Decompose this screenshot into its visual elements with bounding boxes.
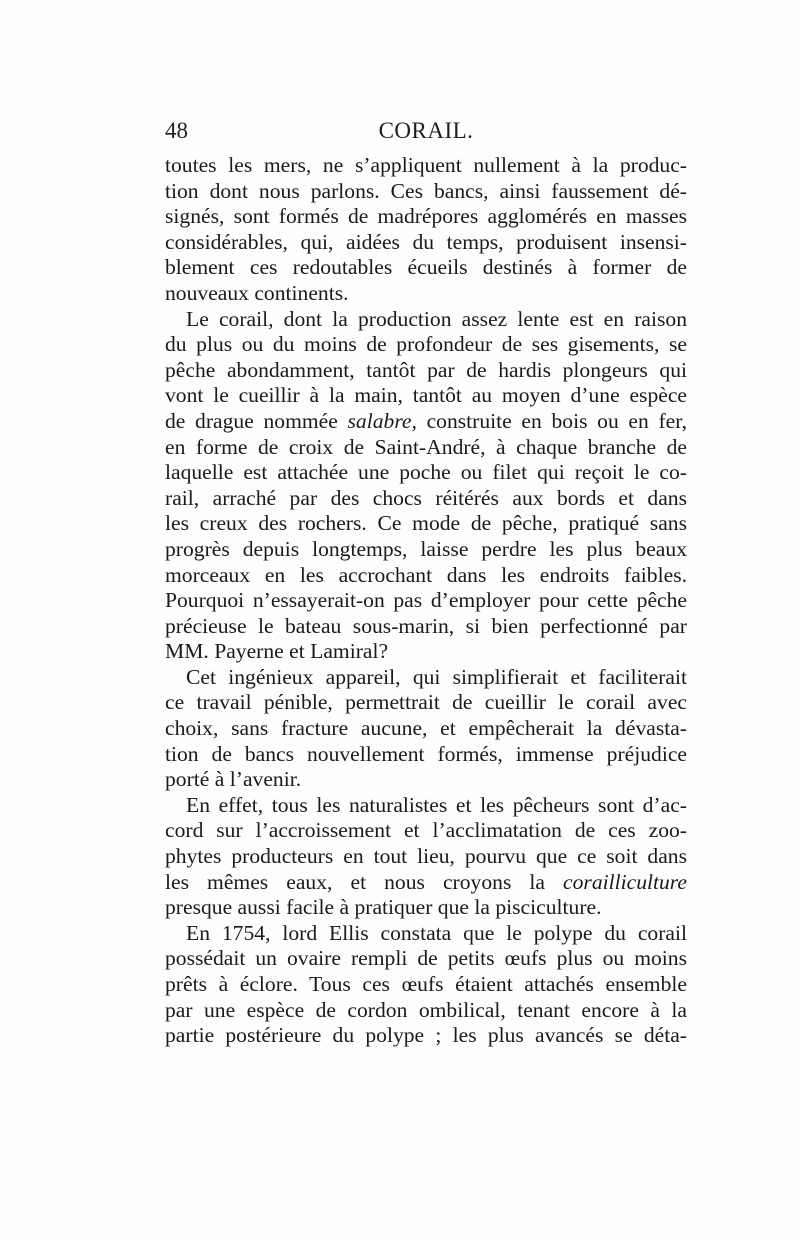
text-line: possédait un ovaire rempli de petits œufs plus ou moins bbox=[165, 946, 687, 971]
text-line: phytes producteurs en tout lieu, pourvu que ce soit dans bbox=[165, 844, 687, 869]
text-line: toutes les mers, ne s’appliquent nullement à la produc- bbox=[165, 153, 687, 177]
text-line: En effet, tous les naturalistes et les pêcheurs sont d’ac- bbox=[186, 792, 687, 817]
paragraph-4 bbox=[165, 793, 687, 921]
text-line: presque aussi facile à pratiquer que la pisciculture. bbox=[165, 895, 602, 920]
text-run: de drague nommée bbox=[165, 408, 348, 433]
text-line: du plus ou du moins de profondeur de ses gisements, se bbox=[165, 332, 687, 357]
paragraph-1 bbox=[165, 153, 687, 307]
text-line: MM. Payerne et Lamiral? bbox=[165, 639, 389, 664]
text-run: construite en bois ou en fer, bbox=[416, 408, 687, 433]
paragraph-3 bbox=[165, 665, 687, 793]
text-line: Cet ingénieux appareil, qui simplifierait et faciliterait bbox=[186, 664, 687, 689]
text-line: en forme de croix de Saint-André, à chaque branche de bbox=[165, 434, 687, 459]
text-line: laquelle est attachée une poche ou filet qui reçoit le co- bbox=[165, 460, 687, 485]
text-line: pêche abondamment, tantôt par de hardis plongeurs qui bbox=[165, 357, 687, 382]
running-title: CORAIL. bbox=[378, 118, 474, 143]
italic-term-coraillicultur-tail: e bbox=[677, 869, 687, 894]
text-line-mixed bbox=[165, 409, 687, 435]
text-line: nouveaux continents. bbox=[165, 280, 349, 305]
text-line: morceaux en les accrochant dans les endroits faibles. bbox=[165, 562, 687, 587]
text-line: prêts à éclore. Tous ces œufs étaient attachés ensemble bbox=[165, 972, 687, 996]
text-line: En 1754, lord Ellis constata que le polype du corail bbox=[186, 920, 687, 945]
page-header bbox=[165, 118, 687, 148]
text-run: les mêmes eaux, et nous croyons la bbox=[165, 869, 564, 894]
italic-term-salabre: salabre, bbox=[347, 408, 417, 433]
text-line: blement ces redoutables écueils destinés à former de bbox=[165, 255, 687, 280]
text-line: par une espèce de cordon ombilical, tenant encore à la bbox=[165, 997, 687, 1022]
text-line: tion dont nous parlons. Ces bancs, ainsi faussement dé- bbox=[165, 178, 687, 203]
text-line: progrès depuis longtemps, laisse perdre les plus beaux bbox=[165, 536, 687, 561]
text-line: rail, arraché par des chocs réitérés aux bords et dans bbox=[165, 485, 687, 510]
text-line: les creux des rochers. Ce mode de pêche, pratiqué sans bbox=[165, 511, 687, 536]
text-line: considérables, qui, aidées du temps, produisent insensi- bbox=[165, 229, 687, 254]
text-line: tion de bancs nouvellement formés, immense préjudice bbox=[165, 741, 687, 766]
body-text bbox=[165, 153, 687, 1049]
page-number: 48 bbox=[165, 118, 188, 143]
text-line: porté à l’avenir. bbox=[165, 767, 302, 792]
text-line: choix, sans fracture aucune, et empêcherait la dévasta- bbox=[165, 716, 687, 741]
text-line: Pourquoi n’essayerait-on pas d’employer pour cette pêche bbox=[165, 588, 687, 613]
text-line: ce travail pénible, permettrait de cueillir le corail avec bbox=[165, 690, 687, 715]
text-line-mixed bbox=[165, 870, 687, 896]
paragraph-2 bbox=[165, 307, 687, 665]
italic-term-coraillicultur: coraillicultur bbox=[563, 869, 678, 894]
text-line: vont le cueillir à la main, tantôt au moyen d’une espèce bbox=[165, 383, 687, 408]
text-line: cord sur l’accroissement et l’acclimatation de ces zoo- bbox=[165, 818, 687, 843]
text-line: précieuse le bateau sous-marin, si bien perfectionné par bbox=[165, 613, 687, 638]
paragraph-5 bbox=[165, 921, 687, 1049]
text-line: Le corail, dont la production assez lente est en raison bbox=[186, 306, 687, 331]
text-line: partie postérieure du polype ; les plus avancés se déta- bbox=[165, 1023, 687, 1048]
text-line: signés, sont formés de madrépores agglomérés en masses bbox=[165, 204, 687, 229]
